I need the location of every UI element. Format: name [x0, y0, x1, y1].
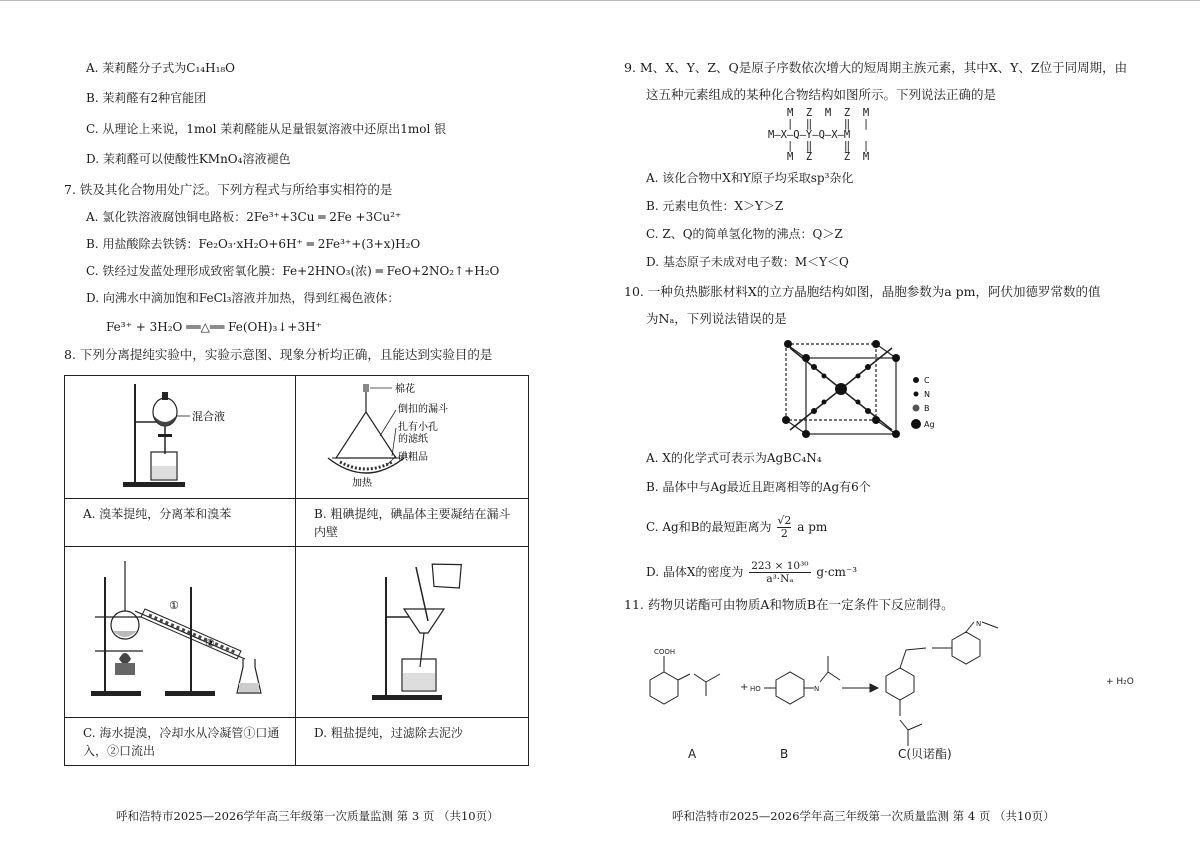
q6-option-d: D. 茉莉醛可以使酸性KMnO₄溶液褪色 [86, 152, 291, 166]
label-filter-paper: 的滤纸 [398, 434, 428, 445]
distillation-diagram [65, 547, 295, 713]
experiment-b-caption: B. 粗碘提纯，碘晶体主要凝结在漏斗内壁 [296, 499, 529, 547]
legend-c: C [924, 376, 930, 385]
q10-option-c-denominator: 2 [780, 527, 788, 540]
structure-row-4: | ‖ ‖ | [768, 140, 870, 152]
structure-row-1: M Z M Z M [768, 107, 870, 119]
structure-row-2: | ‖ ‖ | [768, 118, 870, 130]
label-b: B [780, 747, 789, 761]
q8-stem: 8. 下列分离提纯实验中，实验示意图、现象分析均正确，且能达到实验目的是 [64, 347, 493, 362]
label-a: A [688, 747, 697, 761]
q7-option-b: B. 用盐酸除去铁锈：Fe₂O₃·xH₂O+6H⁺ ═ 2Fe³⁺+(3+x)H₂O [86, 237, 421, 251]
cooh-label: COOH [654, 648, 676, 656]
legend-n: N [924, 390, 930, 399]
page-4-footer: 呼和浩特市2025—2026学年高三年级第一次质量监测 第 4 页 （共10页） [672, 809, 1055, 823]
experiment-c-caption: C. 海水提溴，冷却水从冷凝管①口通入，②口流出 [65, 718, 296, 766]
q7-option-d: D. 向沸水中滴加饱和FeCl₃溶液并加热，得到红褐色液体： [86, 291, 400, 305]
q10-option-c-text: C. Ag和B的最短距离为 [646, 520, 772, 534]
q9-option-a: A. 该化合物中X和Y原子均采取sp³杂化 [646, 171, 854, 185]
experiment-d-figure [296, 547, 529, 718]
nh-label: N [814, 685, 820, 693]
q10-option-c-fraction [777, 515, 791, 540]
label-cotton: 棉花 [395, 384, 415, 395]
experiment-a-figure [65, 376, 296, 499]
q6-option-c: C. 从理论上来说，1mol 茉莉醛能从足量银氨溶液中还原出1mol 银 [86, 122, 447, 136]
q11-stem: 11. 药物贝诺酯可由物质A和物质B在一定条件下反应制得。 [624, 597, 954, 612]
ho-label: HO [750, 685, 761, 693]
q9-option-b: B. 元素电负性：X＞Y＞Z [646, 199, 784, 213]
q10-option-d-text: D. 晶体X的密度为 [646, 565, 744, 579]
separatory-funnel-diagram [65, 376, 295, 494]
benorilate-reaction-scheme [636, 620, 1156, 770]
q10-option-d-fraction [749, 560, 810, 585]
legend-b: B [924, 404, 930, 413]
q7-option-c: C. 铁经过发蓝处理形成致密氧化膜：Fe+2HNO₃(浓) ═ FeO+2NO₂↑+H₂O [86, 264, 500, 278]
experiment-a-caption: A. 溴苯提纯，分离苯和溴苯 [65, 499, 296, 547]
q9-stem-line1: 9. M、X、Y、Z、Q是原子序数依次增大的短周期主族元素，其中X、Y、Z位于同周期，由 [624, 60, 1128, 75]
q7-option-a: A. 氯化铁溶液腐蚀铜电路板：2Fe³⁺+3Cu ═ 2Fe +3Cu²⁺ [86, 210, 402, 224]
q9-option-c: C. Z、Q的简单氢化物的沸点：Q＞Z [646, 227, 843, 241]
q10-option-d [646, 560, 857, 585]
ring-b [776, 672, 804, 704]
q10-option-a: A. X的化学式可表示为AgBC₄N₄ [646, 451, 822, 465]
ring-c1 [886, 668, 914, 700]
q10-option-c-numerator: √2 [777, 514, 792, 527]
crystal-unit-cell-diagram [776, 334, 956, 444]
q10-option-c [646, 515, 827, 540]
page-3-footer: 呼和浩特市2025—2026学年高三年级第一次质量监测 第 3 页 （共10页） [116, 809, 499, 823]
label-mixture: 混合液 [192, 410, 225, 423]
q7-stem: 7. 铁及其化合物用处广泛。下列方程式与所给事实相符的是 [64, 182, 393, 197]
q8-experiment-table [64, 375, 529, 766]
iodine-sublimation-diagram [296, 376, 528, 494]
q10-stem-line2: 为Nₐ，下列说法错误的是 [646, 311, 787, 326]
q10-option-c-unit: a pm [797, 520, 828, 534]
q9-option-d: D. 基态原子未成对电子数：M＜Y＜Q [646, 255, 849, 269]
experiment-c-figure [65, 547, 296, 718]
q10-option-d-unit: g·cm⁻³ [816, 565, 858, 579]
structure-row-3: M—X—Q—Y—Q—X—M [768, 129, 851, 141]
label-inverted-funnel: 倒扣的漏斗 [398, 404, 448, 415]
q6-option-a: A. 茉莉醛分子式为C₁₄H₁₈O [86, 61, 236, 75]
q10-option-d-denominator: a³·Nₐ [766, 573, 794, 585]
water-label: + H₂O [1106, 677, 1134, 687]
label-inlet-1: ① [169, 599, 179, 612]
label-crude-iodine: 碘粗品 [398, 452, 428, 463]
q10-option-b: B. 晶体中与Ag最近且距离相等的Ag有6个 [646, 480, 871, 494]
filtration-diagram [296, 547, 528, 713]
structure-row-5: M Z Z M [768, 151, 870, 163]
q6-option-b: B. 茉莉醛有2种官能团 [86, 91, 207, 105]
label-heating: 加热 [352, 478, 372, 489]
page-4 [600, 0, 1200, 846]
ring-a [650, 672, 678, 704]
experiment-b-figure [296, 376, 529, 499]
nh-label-c: N [976, 620, 982, 628]
q7-option-d-equation: Fe³⁺ + 3H₂O ══△══ Fe(OH)₃↓+3H⁺ [106, 320, 322, 334]
label-c: C(贝诺酯) [898, 747, 952, 761]
legend-ag: Ag [924, 420, 935, 429]
experiment-d-caption: D. 粗盐提纯，过滤除去泥沙 [296, 718, 529, 766]
label-holes: 扎有小孔 [398, 422, 438, 433]
ring-c2 [952, 632, 980, 664]
plus-sign: + [740, 682, 749, 693]
q10-stem-line1: 10. 一种负热膨胀材料X的立方晶胞结构如图，晶胞参数为a pm，阿伏加德罗常数的值 [624, 284, 1101, 299]
q10-option-d-numerator: 223 × 10³⁰ [751, 560, 809, 572]
q9-stem-line2: 这五种元素组成的某种化合物结构如图所示。下列说法正确的是 [646, 87, 997, 102]
label-outlet-2: ② [205, 637, 215, 650]
